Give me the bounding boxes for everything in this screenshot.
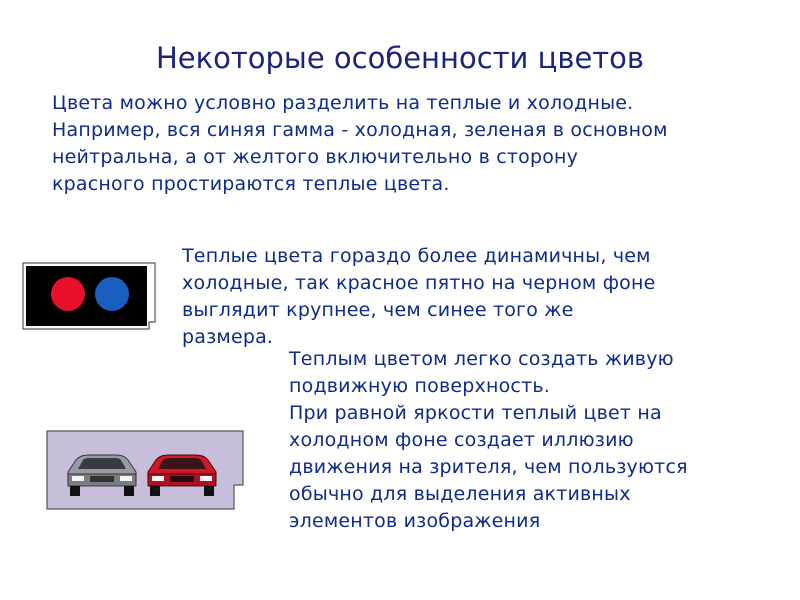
intro-line: Например, вся синяя гамма - холодная, зеленая в основном — [52, 119, 668, 141]
warm-line: холодные, так красное пятно на черном фоне — [182, 272, 656, 294]
motion-paragraph — [289, 346, 789, 535]
warm-cold-dots-figure — [22, 262, 156, 330]
motion-line: подвижную поверхность. — [289, 375, 550, 397]
motion-line: движения на зрителя, чем пользуются — [289, 456, 688, 478]
motion-line: обычно для выделения активных — [289, 483, 631, 505]
intro-line: Цвета можно условно разделить на теплые и холодные. — [52, 92, 634, 114]
motion-line: холодном фоне создает иллюзию — [289, 429, 634, 451]
warm-line: размера. — [182, 326, 274, 348]
blue-circle-icon — [95, 277, 129, 311]
slide-title: Некоторые особенности цветов — [155, 41, 645, 75]
intro-line: красного простираются теплые цвета. — [52, 173, 450, 195]
warm-line: Теплые цвета гораздо более динамичны, чем — [182, 245, 651, 267]
warm-colors-paragraph — [182, 243, 782, 351]
warm-line: выглядит крупнее, чем синее того же — [182, 299, 574, 321]
motion-line: При равной яркости теплый цвет на — [289, 402, 662, 424]
cars-figure — [46, 430, 244, 510]
intro-line: нейтральна, а от желтого включительно в сторону — [52, 146, 579, 168]
motion-line: элементов изображения — [289, 510, 541, 532]
motion-line: Теплым цветом легко создать живую — [289, 348, 674, 370]
intro-paragraph — [52, 90, 772, 198]
red-circle-icon — [51, 277, 85, 311]
